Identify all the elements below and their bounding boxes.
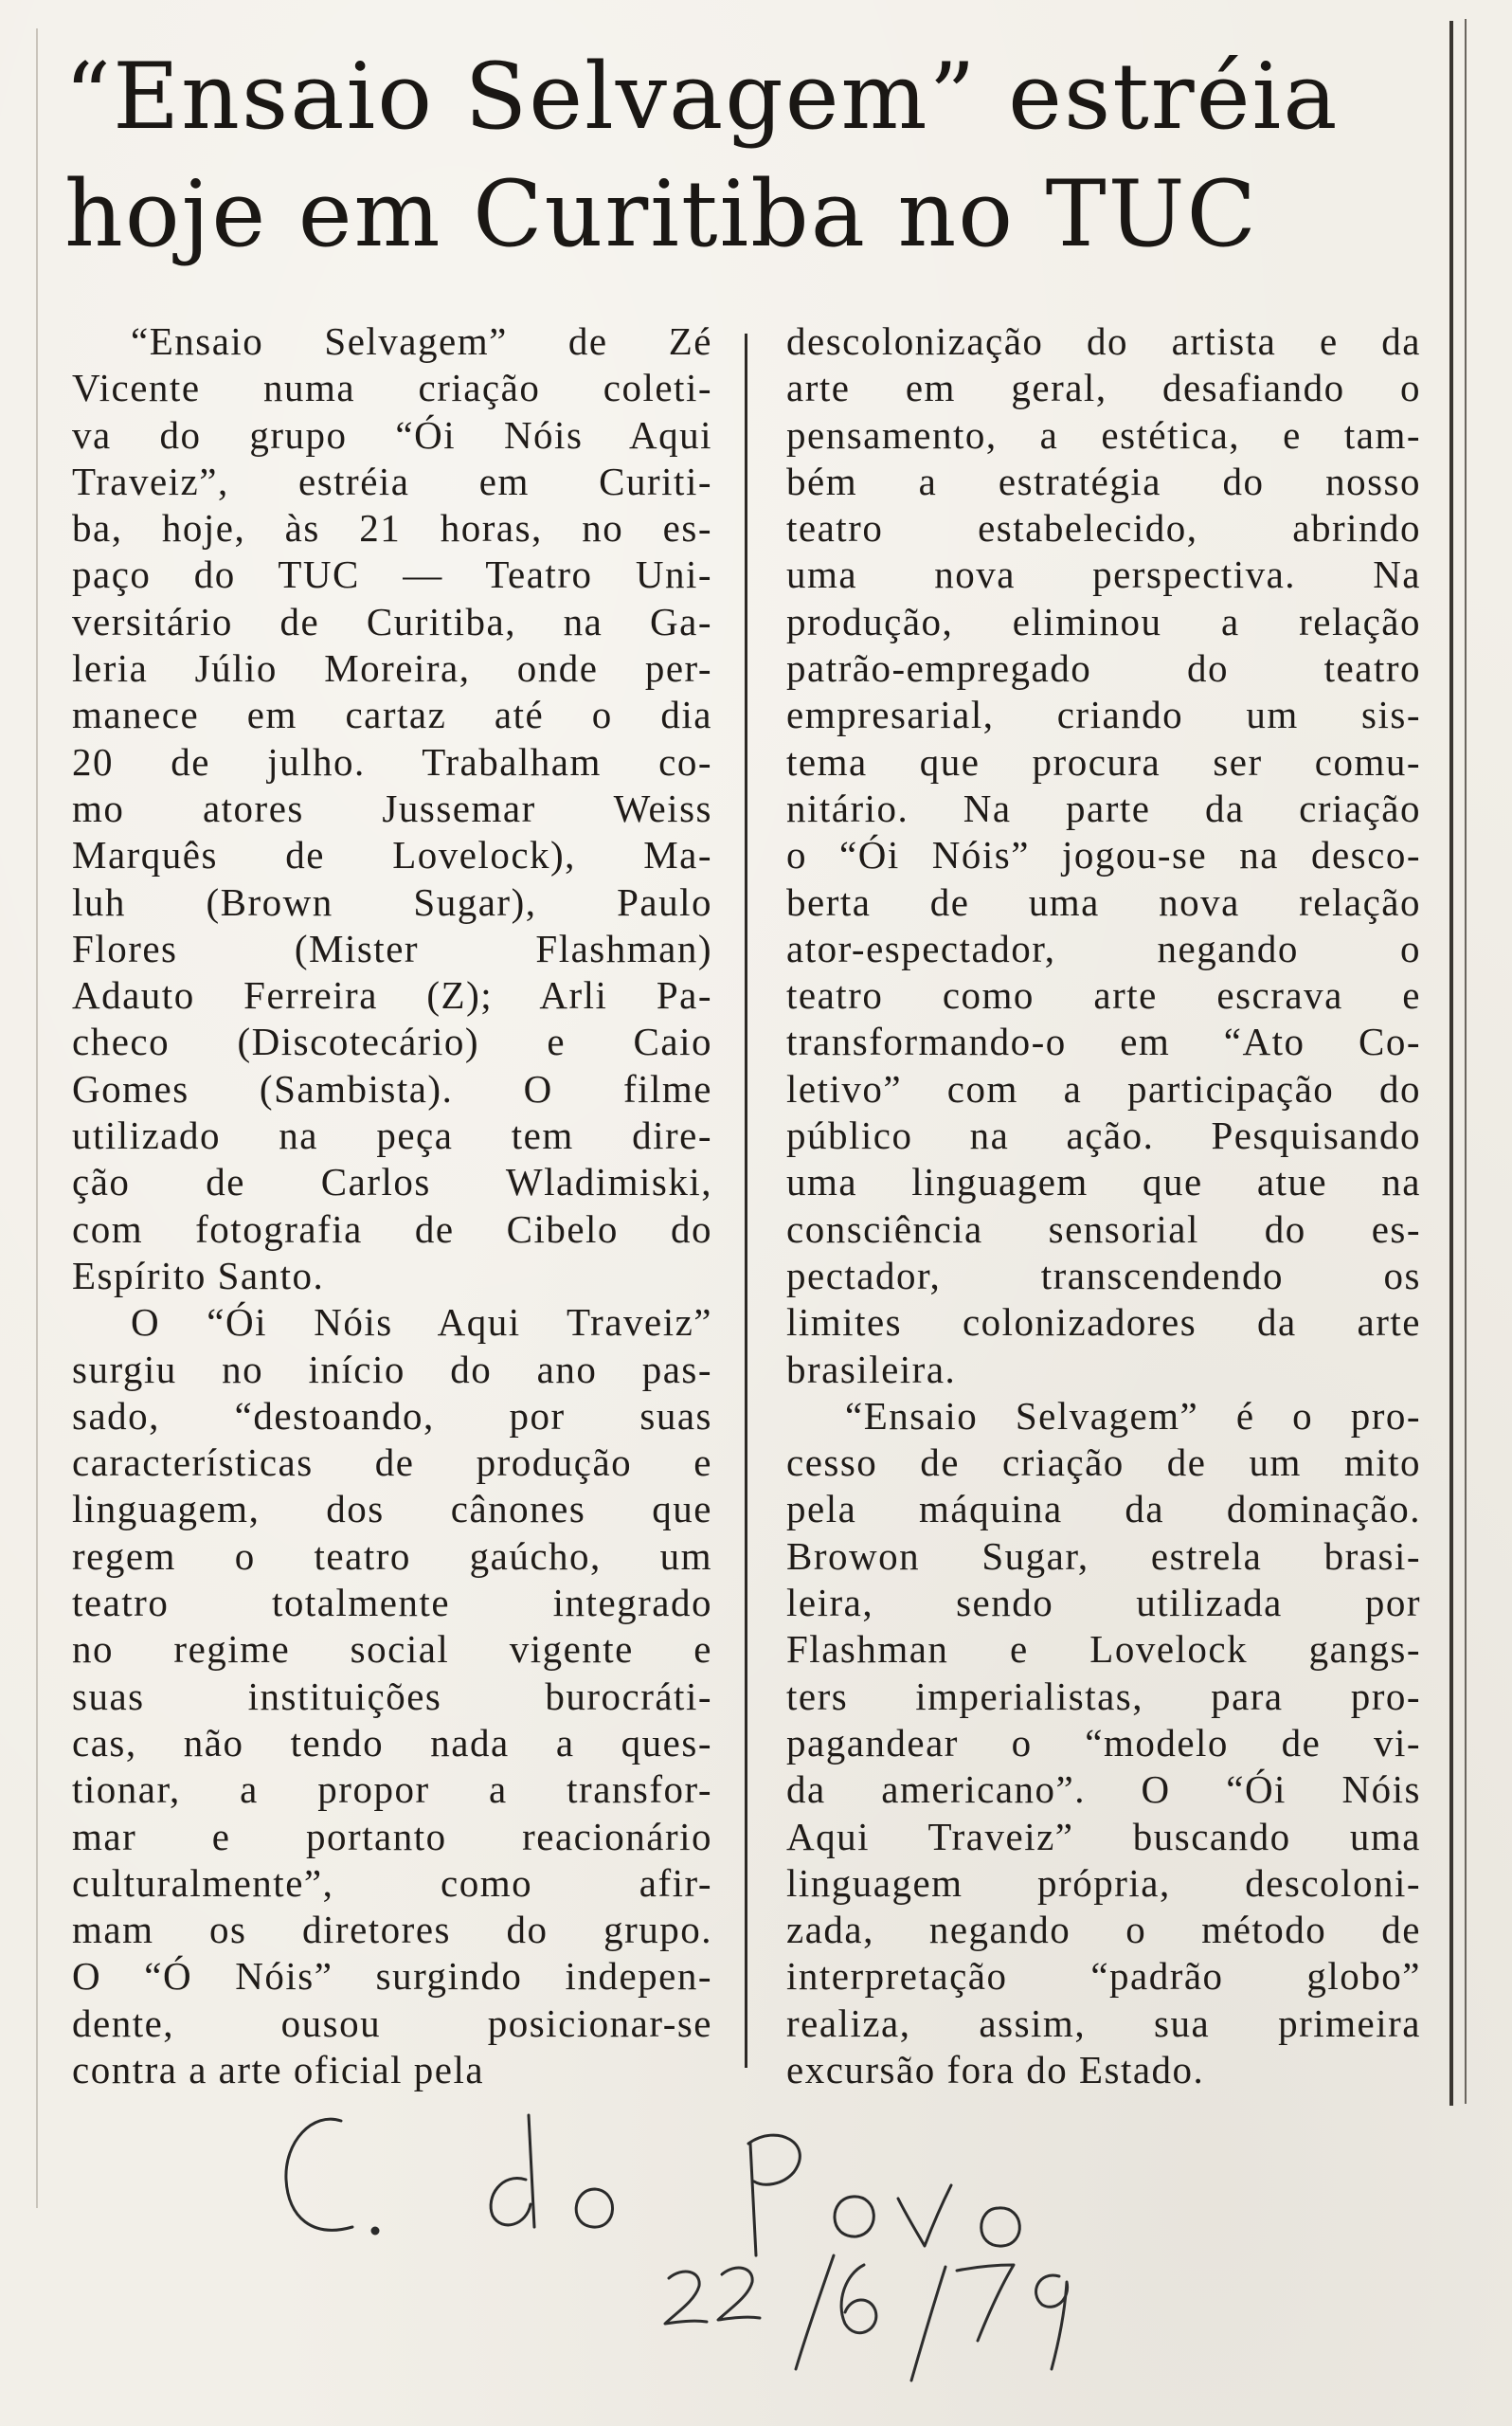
- article-text-line: ator-espectador, negando o: [786, 926, 1421, 970]
- headline-line-2: hoje em Curitiba no TUC: [64, 161, 1258, 267]
- article-text-line: público na ação. Pesquisando: [786, 1113, 1421, 1158]
- article-text-line: bém a estratégia do nosso: [786, 459, 1421, 503]
- article-text-line: pectador, transcendendo os: [786, 1253, 1421, 1297]
- article-text-line: consciência sensorial do es-: [786, 1206, 1421, 1251]
- handwritten-source: [284, 2123, 289, 2124]
- article-column-left: [72, 318, 712, 2093]
- article-text-line: interpretação “padrão globo”: [786, 1954, 1421, 1999]
- article-text-line: linguagem própria, descoloni-: [786, 1860, 1421, 1905]
- article-text-line: versitário de Curitiba, na Ga-: [72, 599, 712, 643]
- article-text-line: nitário. Na parte da criação: [786, 786, 1421, 830]
- article-text-line: ba, hoje, às 21 horas, no es-: [72, 506, 712, 551]
- article-text-line: excursão fora do Estado.: [786, 2047, 1205, 2091]
- article-text-line: teatro totalmente integrado: [72, 1581, 712, 1625]
- article-text-line: Flores (Mister Flashman): [72, 926, 712, 970]
- article-text-line: Aqui Traveiz” buscando uma: [786, 1814, 1421, 1858]
- article-text-line: ters imperialistas, para pro-: [786, 1674, 1421, 1718]
- article-text-line: “Ensaio Selvagem” é o pro-: [845, 1393, 1421, 1438]
- article-text-line: limites colonizadores da arte: [786, 1300, 1421, 1345]
- article-text-line: culturalmente”, como afir-: [72, 1860, 712, 1905]
- article-text-line: O “Ói Nóis Aqui Traveiz”: [131, 1300, 712, 1345]
- article-text-line: o “Ói Nóis” jogou-se na desco-: [786, 833, 1421, 878]
- article-text-line: mar e portanto reacionário: [72, 1814, 712, 1858]
- article-text-line: “Ensaio Selvagem” de Zé: [131, 319, 712, 363]
- article-text-line: suas instituições burocráti-: [72, 1674, 712, 1718]
- article-text-line: O “Ó Nóis” surgindo indepen-: [72, 1954, 712, 1999]
- article-text-line: teatro como arte escrava e: [786, 973, 1421, 1018]
- article-text-line: transformando-o em “Ato Co-: [786, 1020, 1421, 1064]
- article-text-line: dente, ousou posicionar-se: [72, 2001, 712, 2045]
- article-text-line: cas, não tendo nada a ques-: [72, 1720, 712, 1765]
- article-text-line: tema que procura ser comu-: [786, 739, 1421, 784]
- article-text-line: Espírito Santo.: [72, 1253, 325, 1297]
- article-text-line: leria Júlio Moreira, onde per-: [72, 646, 712, 691]
- article-text-line: Marquês de Lovelock), Ma-: [72, 833, 712, 878]
- article-text-line: surgiu no início do ano pas-: [72, 1347, 712, 1391]
- article-text-line: características de produção e: [72, 1440, 712, 1485]
- article-text-line: uma linguagem que atue na: [786, 1160, 1421, 1204]
- article-text-line: berta de uma nova relação: [786, 879, 1421, 924]
- article-text-line: arte em geral, desafiando o: [786, 366, 1421, 410]
- article-text-line: contra a arte oficial pela: [72, 2047, 485, 2091]
- article-text-line: no regime social vigente e: [72, 1627, 712, 1672]
- article-text-line: cesso de criação de um mito: [786, 1440, 1421, 1485]
- article-text-line: paço do TUC — Teatro Uni-: [72, 552, 712, 597]
- article-column-right: [786, 318, 1421, 2093]
- clipping-right-rule: [1449, 21, 1453, 2106]
- article-text-line: realiza, assim, sua primeira: [786, 2001, 1421, 2045]
- article-text-line: empresarial, criando um sis-: [786, 693, 1421, 737]
- article-text-line: patrão-empregado do teatro: [786, 646, 1421, 691]
- article-text-line: 20 de julho. Trabalham co-: [72, 739, 712, 784]
- article-text-line: luh (Brown Sugar), Paulo: [72, 879, 712, 924]
- article-text-line: mo atores Jussemar Weiss: [72, 786, 712, 830]
- article-text-line: brasileira.: [786, 1347, 957, 1391]
- article-text-line: pagandear o “modelo de vi-: [786, 1720, 1421, 1765]
- article-text-line: mam os diretores do grupo.: [72, 1908, 712, 1952]
- article-text-line: manece em cartaz até o dia: [72, 693, 712, 737]
- article-text-line: va do grupo “Ói Nóis Aqui: [72, 412, 712, 457]
- article-text-line: uma nova perspectiva. Na: [786, 552, 1421, 597]
- clipping-right-rule-inner: [1465, 19, 1467, 2104]
- headline-line-1: “Ensaio Selvagem” estréia: [64, 44, 1340, 150]
- article-text-line: com fotografia de Cibelo do: [72, 1206, 712, 1251]
- article-text-line: utilizado na peça tem dire-: [72, 1113, 712, 1158]
- article-text-line: Gomes (Sambista). O filme: [72, 1066, 712, 1111]
- article-text-line: Flashman e Lovelock gangs-: [786, 1627, 1421, 1672]
- article-text-line: Adauto Ferreira (Z); Arli Pa-: [72, 973, 712, 1018]
- article-text-line: pensamento, a estética, e tam-: [786, 412, 1421, 457]
- column-divider: [745, 334, 747, 2068]
- article-text-line: zada, negando o método de: [786, 1908, 1421, 1952]
- article-text-line: sado, “destoando, por suas: [72, 1393, 712, 1438]
- article-text-line: leira, sendo utilizada por: [786, 1581, 1421, 1625]
- article-text-line: teatro estabelecido, abrindo: [786, 506, 1421, 551]
- handwritten-date: [663, 2274, 667, 2275]
- article-text-line: regem o teatro gaúcho, um: [72, 1533, 712, 1578]
- article-text-line: descolonização do artista e da: [786, 319, 1421, 363]
- article-text-line: tionar, a propor a transfor-: [72, 1767, 712, 1812]
- article-text-line: produção, eliminou a relação: [786, 599, 1421, 643]
- article-text-line: pela máquina da dominação.: [786, 1487, 1421, 1531]
- article-text-line: Browon Sugar, estrela brasi-: [786, 1533, 1421, 1578]
- article-text-line: letivo” com a participação do: [786, 1066, 1421, 1111]
- article-headline: [64, 38, 1429, 273]
- article-text-line: Traveiz”, estréia em Curiti-: [72, 459, 712, 503]
- article-text-line: Vicente numa criação coleti-: [72, 366, 712, 410]
- article-text-line: checo (Discotecário) e Caio: [72, 1020, 712, 1064]
- clipping-left-edge: [36, 28, 38, 2208]
- article-text-line: da americano”. O “Ói Nóis: [786, 1767, 1421, 1812]
- article-text-line: ção de Carlos Wladimiski,: [72, 1160, 712, 1204]
- article-text-line: linguagem, dos cânones que: [72, 1487, 712, 1531]
